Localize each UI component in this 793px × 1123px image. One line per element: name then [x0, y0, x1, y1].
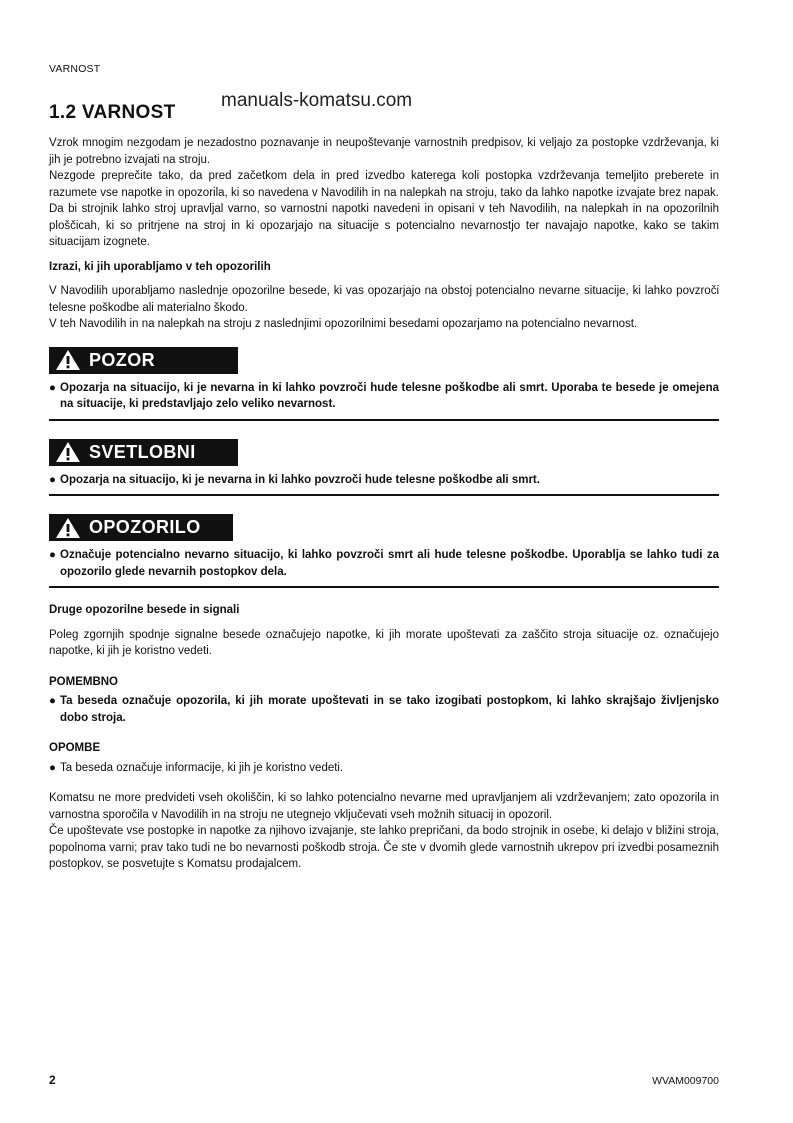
main-content [49, 135, 719, 873]
warning-triangle-icon [55, 349, 81, 371]
signal-word: OPOZORILO [89, 517, 201, 538]
signal-description: Opozarja na situacijo, ki je nevarna in ki lahko povzroči hude telesne poškodbe ali smrt. Uporaba te besede je omejena na situacije, ki predstavljajo zelo veliko nevarnost. [60, 381, 719, 410]
signal-description-row [49, 380, 719, 413]
signal-description: Označuje potencialno nevarno situacijo, ki lahko povzroči smrt ali hude telesne poškodbe. Uporablja se lahko tudi za opozorilo glede nevarnih postopkov dela. [60, 549, 719, 578]
notes-row [49, 760, 719, 777]
document-page [49, 0, 719, 1123]
closing-paragraph-2: Če upoštevate vse postopke in napotke za njihovo izvajanje, ste lahko prepričani, da bodo strojnik in osebe, ki delajo v bližini stroja, popolnoma varni; prav tako tudi ne bo nevarnosti poškodb stroja. Če ste v dvomih glede varnostnih ukrepov pri izvedbi posameznih postopkov, se posvetujte s Komatsu prodajalcem. [49, 825, 719, 870]
important-row [49, 693, 719, 726]
signal-label-pozor [49, 347, 238, 374]
document-code: WVAM009700 [652, 1075, 719, 1087]
expressions-paragraph-2: V teh Navodilih in na nalepkah na stroju z naslednjimi opozorilnimi besedami opozarjamo na potencialno nevarnost. [49, 318, 638, 330]
warning-triangle-icon [55, 441, 81, 463]
other-signals-paragraph: Poleg zgornjih spodnje signalne besede označujejo napotke, ki jih morate upoštevati za zaščito stroja situacije oz. označujejo napotke, ki jih je koristno vedeti. [49, 628, 719, 657]
signal-label-svetlobni [49, 439, 238, 466]
expressions-paragraph-1: V Navodilih uporabljamo naslednje opozorilne besede, ki vas opozarjajo na obstoj potencialno nevarne situacije, ki lahko povzroči telesne poškodbe ali materialno škodo. [49, 285, 719, 314]
watermark: manuals-komatsu.com [221, 90, 413, 111]
bullet-icon: ● [49, 761, 56, 774]
signal-pozor [49, 347, 719, 421]
signal-svetlobni [49, 439, 719, 497]
signal-word: POZOR [89, 349, 156, 370]
intro-paragraph-2: Nezgode preprečite tako, da pred začetkom dela in pred izvedbo katerega koli postopka vzdrževanja temeljito preberete in razumete vse napotke in opozorila, ki so navedena v Navodilih in na nalepkah na stroju, tako da lahko napotke izvajate brez napak. Da bi strojnik lahko stroj upravljal varno, so varnostni napotki navedeni in opisani v teh Navodilih, na nalepkah in na opozorilnih ploščicah, ki so pritrjene na stroj in ki opozarjajo na situacije s potencialno nevarnostjo ter navajajo napotke, kako se takim situacijam izognete. [49, 170, 719, 248]
signal-description-row [49, 472, 719, 489]
other-signals-heading: Druge opozorilne besede in signali [49, 604, 240, 616]
bullet-icon: ● [49, 549, 56, 561]
signal-label-opozorilo [49, 514, 233, 541]
running-header: VARNOST [49, 63, 101, 75]
important-heading: POMEMBNO [49, 675, 118, 688]
signal-opozorilo [49, 514, 719, 588]
bullet-icon: ● [49, 473, 56, 486]
notes-heading: OPOMBE [49, 742, 101, 754]
intro-paragraph-1: Vzrok mnogim nezgodam je nezadostno poznavanje in neupoštevanje varnostnih predpisov, ki veljajo za postopke vzdrževanja, ki jih je potrebno izvajati na stroju. [49, 137, 719, 166]
page-number: 2 [49, 1073, 56, 1087]
signal-description-row [49, 547, 719, 580]
bullet-icon: ● [49, 381, 56, 394]
warning-triangle-icon [55, 517, 81, 539]
signal-description: Opozarja na situacijo, ki je nevarna in ki lahko povzroči hude telesne poškodbe ali smrt. [60, 473, 540, 486]
closing-paragraph-1: Komatsu ne more predvideti vseh okoliščin, ki so lahko potencialno nevarne med upravljanjem ali vzdrževanjem; zato opozorila in varnostna sporočila v Navodilih in na stroju ne utegnejo vključevati vseh možnih situacij in opozoril. [49, 792, 719, 821]
bullet-icon: ● [49, 695, 56, 707]
signal-word: SVETLOBNI [89, 441, 196, 462]
important-text: Ta beseda označuje opozorila, ki jih morate upoštevati in se tako izogibati postopkom, ki lahko skrajšajo življenjsko dobo stroja. [60, 695, 719, 724]
notes-text: Ta beseda označuje informacije, ki jih je koristno vedeti. [60, 761, 344, 774]
section-title: 1.2 VARNOST [49, 102, 176, 123]
expressions-heading: Izrazi, ki jih uporabljamo v teh opozorilih [49, 260, 271, 273]
